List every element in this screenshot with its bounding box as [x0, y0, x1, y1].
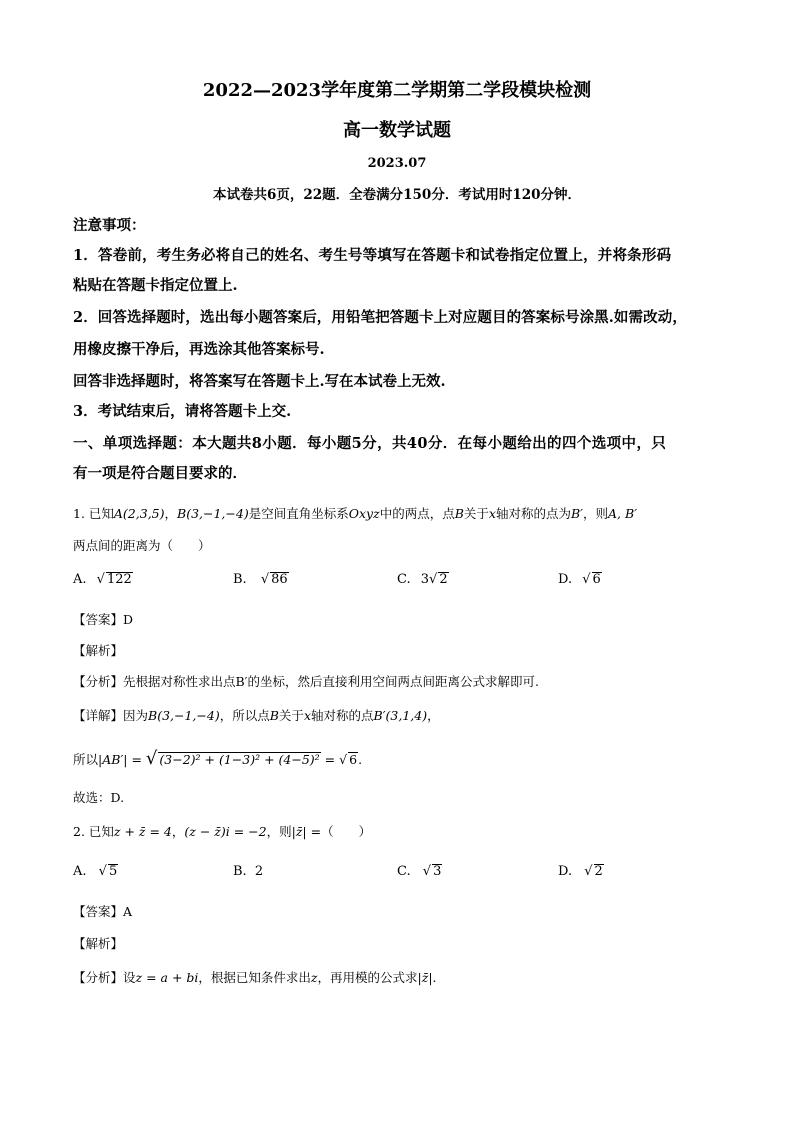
q2-analysis-tag: 【解析】 [73, 936, 124, 951]
q1-option-b-label: B. [233, 572, 247, 587]
q1-option-c-value: 2 [439, 572, 448, 587]
note-2-line-2: 用橡皮擦干净后，再选涂其他答案标号. [73, 341, 325, 358]
exam-info: 本试卷共6页，22题．全卷满分150分．考试用时120分钟． [212, 187, 582, 203]
q1-stem-d: 关于 [463, 506, 489, 521]
q2-fx-c: ，根据已知条件求出 [198, 970, 311, 985]
q2-option-b-value: 2 [254, 864, 264, 879]
q1-option-d-label: D. [558, 572, 573, 587]
q2-option-a-value: 5 [108, 864, 118, 879]
q1-xj-e: 关于 [278, 708, 304, 723]
q1-formula: 所以|AB′| = √ (3−2)² + (1−3)² + (4−5)² = √ 6. [73, 748, 363, 769]
q1-option-c[interactable]: C. 3√ 2 [397, 572, 448, 587]
q2-fx-a: 【分析】设 [73, 970, 136, 985]
q2-fx-d: z [310, 970, 318, 985]
q1-xj-b: B(3,−1,−4) [148, 708, 220, 723]
q1-ab: A, B′ [608, 506, 638, 521]
q1-bp: B′ [570, 506, 584, 521]
q2-answer: 【答案】A [73, 904, 133, 919]
q1-stem-line-1 [73, 504, 637, 522]
q1-suoyi: 所以 [73, 752, 99, 767]
q2-option-a[interactable]: A. √ 5 [73, 864, 118, 879]
q1-stem-b: 是空间直角坐标系 [248, 506, 349, 521]
q2-option-d[interactable]: D. √ 2 [558, 864, 603, 879]
q2-fx-e: ，再用模的公式求 [317, 970, 418, 985]
q2-sep: ， [171, 824, 185, 839]
q2-stem [73, 822, 371, 840]
q1-option-a-label: A. [73, 572, 87, 587]
exam-date: 2023.07 [367, 156, 427, 171]
section-1-heading-line-1: 一、单项选择题：本大题共8小题．每小题5分，共40分．在每小题给出的四个选项中，只 [73, 435, 667, 452]
q2-fx-f: |z̄| [417, 970, 433, 985]
q1-formula-lhs: |AB′| = [98, 752, 142, 767]
q1-guxuan: 故选：D. [73, 790, 125, 805]
q1-xj-a: 【详解】因为 [73, 708, 149, 723]
q2-option-b-label: B. [233, 864, 247, 879]
q1-xj-i: ， [427, 708, 440, 723]
q1-option-b-value: 86 [271, 572, 288, 587]
q2-abs: |z̄| = [291, 824, 322, 839]
q1-xj-g: 轴对称的点 [311, 708, 374, 723]
q1-option-a[interactable]: A. √ 122 [73, 572, 132, 587]
q1-option-d-value: 6 [592, 572, 601, 587]
exam-subtitle: 高一数学试题 [343, 120, 451, 141]
q2-fenxi [73, 968, 437, 986]
q2-stem-a: 2. 已知 [73, 824, 114, 839]
section-1-heading-line-2: 有一项是符合题目要求的． [73, 465, 247, 482]
q1-formula-result: 6 [349, 752, 358, 767]
q1-stem-line-2: 两点间的距离为（ ） [73, 538, 211, 553]
note-2-line-3: 回答非选择题时，将答案写在答题卡上.写在本试卷上无效. [73, 373, 446, 390]
q1-formula-radicand: (3−2)² + (1−3)² + (4−5)² [159, 752, 320, 767]
q1-point-a: A(2,3,5) [113, 506, 165, 521]
note-2-line-1: 2．回答选择题时，选出每小题答案后，用铅笔把答题卡上对应题目的答案标号涂黑.如需改动， [73, 309, 687, 326]
notes-heading: 注意事项： [73, 217, 146, 234]
q2-option-d-value: 2 [594, 864, 603, 879]
q1-xj-h: B′(3,1,4) [373, 708, 428, 723]
q1-stem-a: 1. 已知 [73, 506, 114, 521]
q1-pb: B [454, 506, 464, 521]
q2-fx-g: . [432, 970, 437, 985]
q1-fenxi: 【分析】先根据对称性求出点B′的坐标，然后直接利用空间两点间距离公式求解即可. [73, 674, 539, 689]
q2-cond-1: z + z̄ = 4 [113, 824, 172, 839]
q1-xj-c: ，所以点 [219, 708, 270, 723]
note-3: 3．考试结束后，请将答题卡上交. [73, 403, 292, 420]
exam-title: 2022—2023学年度第二学期第二学段模块检测 [202, 80, 592, 101]
q2-cond-2: (z − z̄)i = −2 [184, 824, 267, 839]
q1-formula-end: . [358, 752, 363, 767]
note-1-line-2: 粘贴在答题卡指定位置上. [73, 277, 238, 294]
q1-analysis-tag: 【解析】 [73, 643, 124, 658]
q1-stem-e: 轴对称的点为 [495, 506, 571, 521]
q1-option-a-value: 122 [106, 572, 132, 587]
q1-oxyz: Oxyz [348, 506, 380, 521]
q1-option-c-label: C. [397, 572, 411, 587]
q1-xj-d: B [269, 708, 279, 723]
q1-option-d[interactable]: D. √ 6 [558, 572, 601, 587]
q1-stem-c: 中的两点，点 [379, 506, 455, 521]
q1-sep: ， [164, 506, 178, 521]
q1-formula-eq: = [324, 752, 336, 767]
q1-x: x [488, 506, 496, 521]
q2-option-b[interactable] [233, 864, 263, 879]
note-1-line-1: 1．答卷前，考生务必将自己的姓名、考生号等填写在答题卡和试卷指定位置上，并将条形码 [73, 247, 672, 264]
q2-option-c-value: 3 [433, 864, 442, 879]
q2-option-c[interactable]: C. √ 3 [397, 864, 442, 879]
q2-option-a-label: A. [73, 864, 87, 879]
q1-xj-f: x [303, 708, 311, 723]
q2-option-d-label: D. [558, 864, 573, 879]
q2-fx-b: z = a + bi [135, 970, 199, 985]
q1-answer: 【答案】D [73, 612, 134, 627]
q1-xiangjie [73, 706, 440, 724]
q2-stem-c: （ ） [321, 824, 372, 839]
q2-option-c-label: C. [397, 864, 411, 879]
q1-option-c-coef: 3 [420, 572, 430, 587]
q2-stem-b: ，则 [266, 824, 292, 839]
q1-point-b: B(3,−1,−4) [177, 506, 249, 521]
q1-stem-f: ，则 [583, 506, 609, 521]
q1-option-b[interactable]: B. √ 86 [233, 572, 288, 587]
